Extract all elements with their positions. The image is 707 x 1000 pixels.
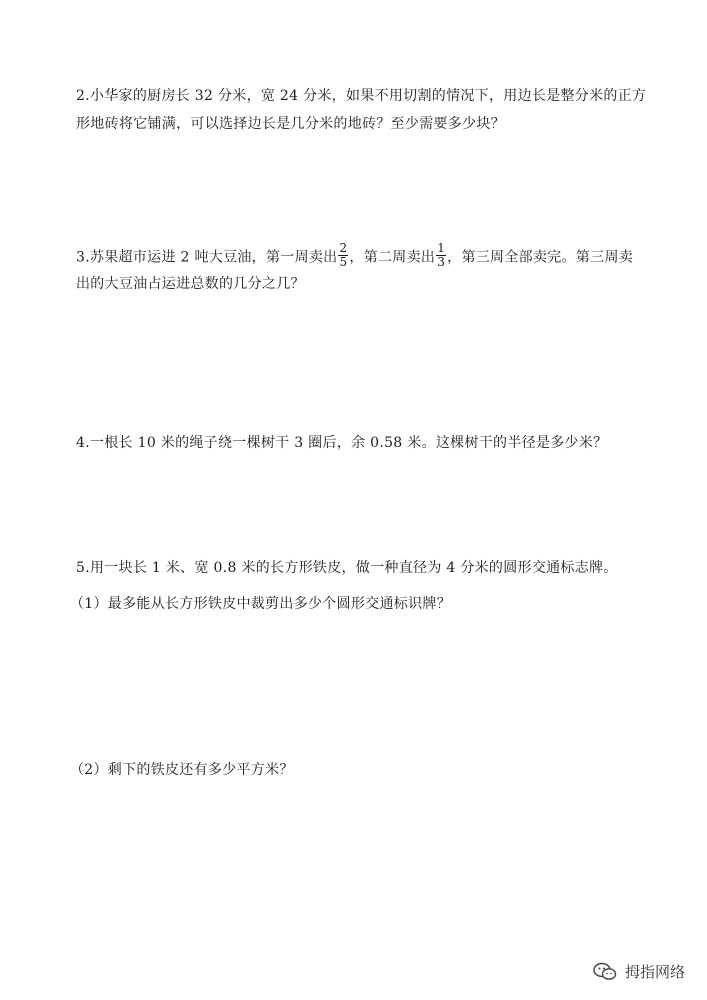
question-3-line-2: 出的大豆油占运进总数的几分之几？ (76, 276, 305, 292)
fraction-denominator: 5 (339, 255, 348, 269)
fraction-numerator: 1 (437, 241, 446, 255)
fraction-one-third (436, 242, 446, 269)
question-3-text-part-2: ，第二周卖出 (349, 249, 436, 266)
question-5-sub-1: （1）最多能从长方形铁皮中裁剪出多少个圆形交通标识牌？ (70, 596, 452, 612)
question-2-line-2: 形地砖将它铺满，可以选择边长是几分米的地砖？至少需要多少块？ (76, 116, 505, 132)
question-5-line-1: 5.用一块长 1 米、宽 0.8 米的长方形铁皮，做一种直径为 4 分米的圆形交通标志牌。 (76, 560, 618, 576)
question-5-sub-2: （2）剩下的铁皮还有多少平方米？ (70, 762, 294, 778)
question-3-text-part-3: ，第三周全部卖完。第三周卖 (447, 249, 634, 266)
fraction-numerator: 2 (339, 241, 348, 255)
question-2-line-1: 2.小华家的厨房长 32 分米，宽 24 分米，如果不用切割的情况下，用边长是整分米的正方 (76, 88, 647, 104)
watermark (593, 961, 685, 982)
fraction-two-fifths (338, 242, 348, 269)
fraction-denominator: 3 (437, 255, 446, 269)
question-3-line-1 (76, 241, 634, 271)
watermark-text: 拇指网络 (624, 963, 685, 981)
wechat-icon (593, 962, 617, 982)
question-3-text-part-1: 3.苏果超市运进 2 吨大豆油，第一周卖出 (76, 249, 338, 266)
question-4-line-1: 4.一根长 10 米的绳子绕一棵树干 3 圈后，余 0.58 米。这棵树干的半径是多少米？ (76, 435, 608, 451)
